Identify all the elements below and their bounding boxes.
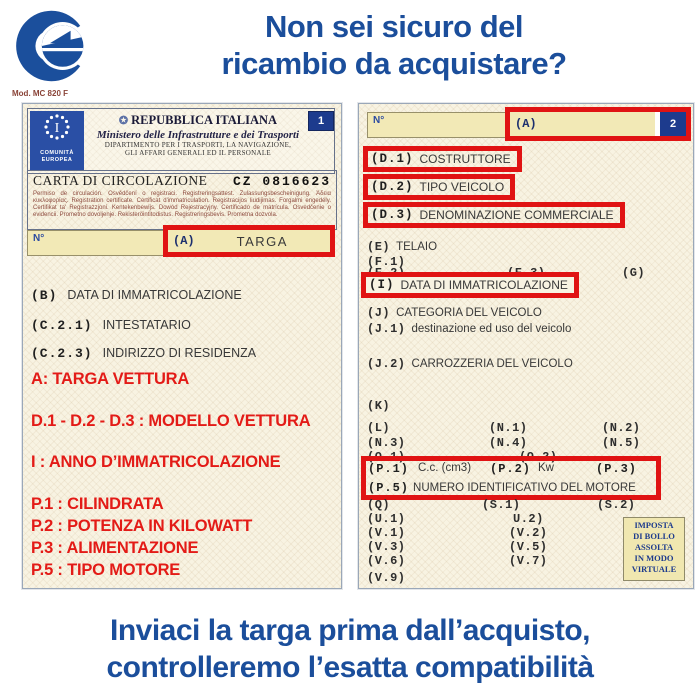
italy-emblem-icon: ✪	[118, 115, 129, 127]
annotation-anno: I : ANNO D’IMMATRICOLAZIONE	[31, 453, 281, 471]
row-s2-code: (S.2)	[597, 498, 636, 512]
row-j1-code: (J.1)	[367, 322, 406, 336]
row-k	[367, 396, 689, 411]
row-o2-code: (O.2)	[519, 450, 558, 464]
tax-stamp-box	[623, 517, 685, 581]
page-title	[98, 8, 690, 82]
row-n4-code: (N.4)	[489, 436, 528, 450]
row-n3-code: (N.3)	[367, 436, 406, 450]
card1-header-text	[84, 111, 332, 171]
annotation-cilindrata: P.1 : CILINDRATA	[31, 495, 164, 513]
row-v6-code: (V.6)	[367, 554, 406, 568]
p1-code: (P.1)	[368, 462, 410, 476]
highlight-i	[361, 272, 579, 298]
row-p1-p2-p3	[368, 462, 654, 478]
row-c21-label: INTESTATARIO	[102, 318, 191, 332]
row-v3-code: (V.3)	[367, 540, 406, 554]
ministry-line: Ministero delle Infrastrutture e dei Trasporti	[96, 129, 300, 141]
highlight-d2	[363, 174, 515, 200]
row-c23-code: (C.2.3)	[31, 346, 93, 361]
row-j-code: (J)	[367, 306, 391, 320]
multilingual-fine-print: Permiso de circulación. Osvědčení o registraci. Registreringsattest. Zulassungsbescheinigung. Άδεια κυκλοφορίας. Registration certificate. Certificat d'immatriculation. Registracijos liudijimas. Forgalmi engedély. Certifikat ta' Registrazzjoni. Kentekenbewijs. Dowód Rejestracyjny. Certificado de matrícula. Osvedčenie o evidencii. Prometno dovoljenje. Rekisteröintitodistus. Registreringsbevis. Prometna dozvola.	[33, 191, 331, 218]
eu-label-line2: EUROPEA	[41, 156, 73, 163]
row-l-n1-n2	[367, 421, 689, 436]
page-number-badge-2: 2	[660, 112, 686, 136]
row-c23	[31, 344, 256, 362]
row-f1	[367, 252, 689, 267]
row-j2	[367, 354, 689, 369]
stamp-line5: VIRTUALE	[631, 564, 677, 574]
row-b	[31, 286, 242, 304]
row-v1-code: (V.1)	[367, 526, 406, 540]
row-n5-code: (N.5)	[602, 436, 641, 450]
highlight-p-group	[361, 456, 661, 500]
row-l-code: (L)	[367, 421, 391, 435]
p2-code: (P.2)	[490, 462, 532, 476]
row-b-code: (B)	[31, 288, 58, 303]
row-e	[367, 237, 689, 252]
stamp-line4: IN MODO	[634, 553, 674, 563]
d1-label: COSTRUTTORE	[419, 152, 511, 166]
field-n-card1: N°	[27, 230, 164, 256]
p2-label: Kw	[538, 462, 554, 474]
row-n2-code: (N.2)	[602, 421, 641, 435]
row-j2-label: CARROZZERIA DEL VEICOLO	[411, 358, 573, 370]
annotation-potenza: P.2 : POTENZA IN KILOWATT	[31, 517, 253, 535]
d3-label: DENOMINAZIONE COMMERCIALE	[419, 208, 614, 222]
annotation-tipo-motore: P.5 : TIPO MOTORE	[31, 561, 181, 579]
footer-message	[0, 612, 700, 686]
doc-title: CARTA DI CIRCOLAZIONE	[33, 173, 208, 188]
department-line1: DIPARTIMENTO PER I TRASPORTI, LA NAVIGAZIONE,	[104, 141, 292, 149]
state-title-text: REPUBBLICA ITALIANA	[131, 113, 278, 127]
row-e-code: (E)	[367, 240, 391, 254]
annotation-targa: A: TARGA VETTURA	[31, 370, 190, 388]
row-u2-code: U.2)	[513, 512, 544, 526]
department-line2: GLI AFFARI GENERALI ED IL PERSONALE	[124, 149, 272, 157]
row-s1-code: (S.1)	[482, 498, 521, 512]
row-n3-n4-n5	[367, 436, 689, 451]
row-j2-code: (J.2)	[367, 357, 406, 371]
row-k-code: (K)	[367, 399, 391, 413]
p5-code: (P.5)	[368, 481, 410, 495]
row-b-label: DATA DI IMMATRICOLAZIONE	[67, 288, 242, 302]
footer-line2: controlleremo l’esatta compatibilità	[106, 651, 594, 684]
row-p5	[368, 478, 654, 494]
row-c21-code: (C.2.1)	[31, 318, 93, 333]
d3-code: (D.3)	[371, 208, 414, 222]
highlight-d1	[363, 146, 522, 172]
brand-c-sphere-logo	[10, 6, 96, 86]
d2-code: (D.2)	[371, 180, 414, 194]
stamp-line2: DI BOLLO	[633, 531, 675, 541]
annotation-alimentazione: P.3 : ALIMENTAZIONE	[31, 539, 199, 557]
registration-card-page1	[22, 103, 342, 589]
page-title-line1: Non sei sicuro del	[264, 9, 523, 44]
row-v5-code: (V.5)	[509, 540, 548, 554]
stamp-line3: ASSOLTA	[634, 542, 674, 552]
field-n-card2: N°	[367, 112, 508, 138]
footer-line1: Inviaci la targa prima dall’acquisto,	[109, 614, 590, 647]
highlight-d3	[363, 202, 625, 228]
eu-flag-block	[30, 111, 84, 171]
doc-serial-number: CZ 0816623	[232, 174, 331, 189]
page-number-badge-1: 1	[308, 111, 334, 131]
row-j1-label: destinazione ed uso del veicolo	[411, 323, 572, 335]
row-c21	[31, 316, 191, 334]
row-j	[367, 303, 689, 318]
row-u1-code: (U.1)	[367, 512, 406, 526]
d2-label: TIPO VEICOLO	[419, 180, 505, 194]
row-f1-code: (F.1)	[367, 255, 406, 269]
form-model-label: Mod. MC 820 F	[12, 89, 69, 98]
registration-card-page2	[358, 103, 694, 589]
row-v9-code: (V.9)	[367, 571, 406, 585]
row-q-s1-s2	[367, 498, 689, 513]
row-j1	[367, 319, 689, 334]
row-v2-code: (V.2)	[509, 526, 548, 540]
field-a-value: TARGA	[236, 233, 288, 249]
annotation-modello: D.1 - D.2 - D.3 : MODELLO VETTURA	[31, 412, 311, 430]
d1-code: (D.1)	[371, 152, 414, 166]
p5-label: NUMERO IDENTIFICATIVO DEL MOTORE	[413, 482, 636, 494]
i-label: DATA DI IMMATRICOLAZIONE	[400, 278, 568, 292]
field-a-highlight-card2	[505, 107, 691, 141]
doc-title-box	[27, 170, 337, 230]
i-code: (I)	[369, 278, 395, 292]
row-n1-code: (N.1)	[489, 421, 528, 435]
field-a-targa-highlight	[163, 225, 335, 257]
row-e-label: TELAIO	[396, 241, 438, 253]
row-g-code: (G)	[622, 266, 646, 280]
row-c23-label: INDIRIZZO DI RESIDENZA	[102, 346, 257, 360]
state-title	[84, 113, 312, 128]
brand-logo-icon	[10, 6, 96, 86]
row-q-code: (Q)	[367, 498, 391, 512]
page-title-line2: ricambio da acquistare?	[221, 46, 567, 81]
row-j-label: CATEGORIA DEL VEICOLO	[396, 307, 542, 319]
stamp-line1: IMPOSTA	[634, 520, 674, 530]
row-o1-code: (O.1)	[367, 450, 406, 464]
p3-code: (P.3)	[596, 462, 638, 476]
card1-header	[27, 108, 335, 174]
field-a-code: (A)	[173, 234, 195, 248]
eu-label-line1: COMUNITÀ	[40, 150, 74, 156]
p1-label: C.c. (cm3)	[418, 462, 472, 474]
eu-stars-icon	[30, 111, 84, 145]
svg-text:I: I	[54, 121, 60, 136]
field-a-code-card2: (A)	[515, 117, 537, 131]
row-v7-code: (V.7)	[509, 554, 548, 568]
